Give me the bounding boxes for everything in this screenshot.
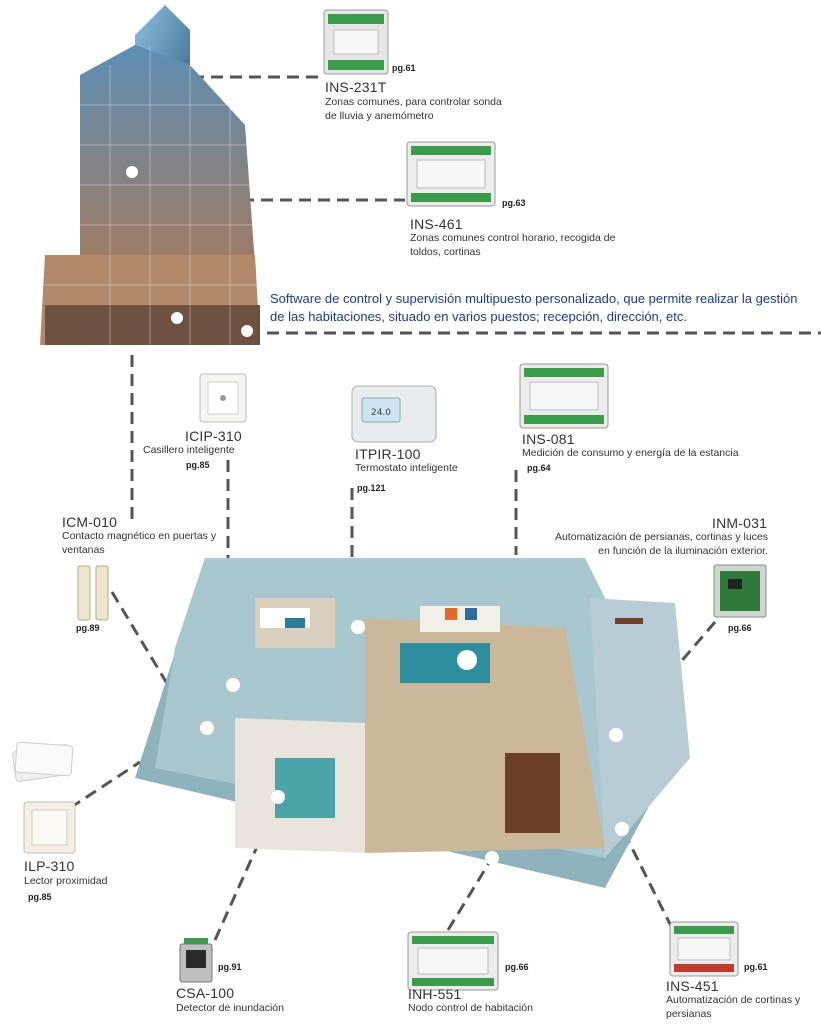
inh551-device-image xyxy=(406,930,500,992)
ilp310-device-image xyxy=(22,800,77,855)
itpir100-screen-text: 24.0 xyxy=(370,408,392,418)
inh551-code: INH-551 xyxy=(408,986,462,1002)
ins451-code: INS-451 xyxy=(666,978,719,994)
icm010-code: ICM-010 xyxy=(62,514,118,530)
inm031-code: INM-031 xyxy=(712,515,768,531)
building-image xyxy=(40,5,265,350)
ins461-device-image xyxy=(405,140,497,208)
proximity-cards-image xyxy=(8,738,78,782)
ins461-desc: Zonas comunes control horario, recogida de toldos, cortinas xyxy=(410,232,616,258)
ins461-page: pg.63 xyxy=(502,198,526,208)
itpir100-desc: Termostato inteligente xyxy=(355,462,458,474)
inm031-desc: Automatización de persianas, cortinas y luces en función de la iluminación exterior. xyxy=(554,531,768,557)
csa100-code: CSA-100 xyxy=(176,985,235,1001)
icm010-desc: Contacto magnético en puertas y ventanas xyxy=(62,530,217,556)
csa100-device-image xyxy=(178,936,214,984)
icip310-device-image xyxy=(198,372,248,424)
ins461-code: INS-461 xyxy=(410,216,463,232)
ilp310-page: pg.85 xyxy=(28,892,52,902)
icip310-code: ICIP-310 xyxy=(185,428,242,444)
itpir100-page: pg.121 xyxy=(357,483,386,493)
ins081-code: INS-081 xyxy=(522,431,575,447)
icip310-page: pg.85 xyxy=(186,460,210,470)
ins081-desc: Medición de consumo y energía de la estancia xyxy=(522,447,739,459)
icm010-device-image xyxy=(74,564,114,624)
inh551-desc: Nodo control de habitación xyxy=(408,1002,533,1014)
icip310-desc: Casillero inteligente xyxy=(143,444,235,456)
ins451-device-image xyxy=(668,920,740,978)
ilp310-code: ILP-310 xyxy=(24,858,75,874)
itpir100-code: ITPIR-100 xyxy=(355,446,421,462)
inh551-page: pg.66 xyxy=(505,962,529,972)
csa100-page: pg.91 xyxy=(218,962,242,972)
csa100-desc: Detector de inundación xyxy=(176,1002,284,1014)
software-description: Software de control y supervisión multipuesto personalizado, que permite realizar la gestión de las habitaciones, situado en varios puestos; recepción, dirección, etc. xyxy=(270,291,798,324)
ins231t-desc: Zonas comunes, para controlar sonda de lluvia y anemómetro xyxy=(325,96,502,122)
icm010-page: pg.89 xyxy=(76,623,100,633)
ins231t-device-image xyxy=(322,8,390,76)
ilp310-desc: Lector proximidad xyxy=(24,875,108,887)
node-dot xyxy=(126,166,138,178)
ins231t-page: pg.61 xyxy=(392,63,416,73)
itpir100-device-image xyxy=(350,384,438,444)
ins451-desc: Automatización de cortinas y persianas xyxy=(666,994,801,1020)
line-ilp310 xyxy=(70,762,140,808)
ins081-device-image xyxy=(518,362,610,430)
ins081-page: pg.64 xyxy=(527,463,551,473)
ins451-page: pg.61 xyxy=(744,962,768,972)
inm031-device-image xyxy=(712,563,768,619)
inm031-page: pg.66 xyxy=(728,623,752,633)
ins231t-code: INS-231T xyxy=(325,79,387,95)
apartment-illustration xyxy=(135,558,695,888)
